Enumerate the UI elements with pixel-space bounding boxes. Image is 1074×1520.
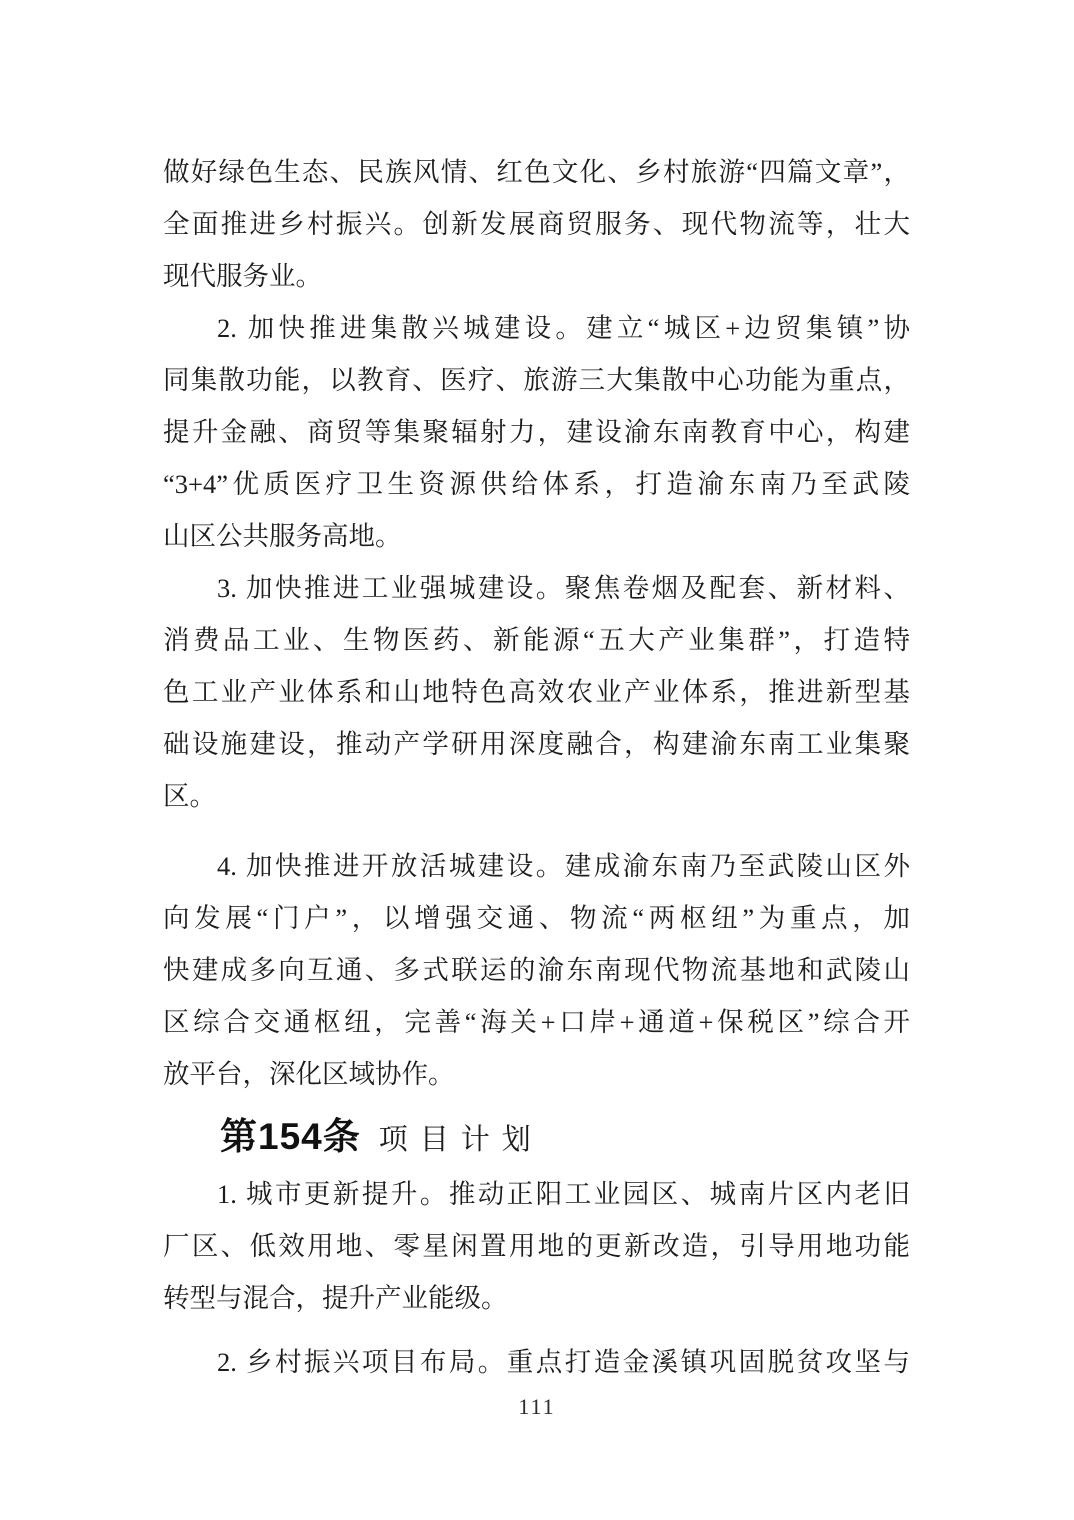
page-footer <box>0 1394 1074 1420</box>
text-line: 厂区、低效用地、零星闲置用地的更新改造，引导用地功能 <box>163 1231 910 1261</box>
clause-number: 第154条 <box>220 1116 361 1157</box>
paragraph <box>163 146 910 302</box>
page-number: 111 <box>518 1394 556 1419</box>
text-line: 全面推进乡村振兴。创新发展商贸服务、现代物流等，壮大 <box>163 209 910 239</box>
paragraph <box>163 562 910 822</box>
paragraph <box>163 1336 910 1388</box>
text-line: 提升金融、商贸等集聚辐射力，建设渝东南教育中心，构建 <box>163 417 910 447</box>
text-line: 做好绿色生态、民族风情、红色文化、乡村旅游“四篇文章”， <box>163 157 910 187</box>
paragraph <box>163 1168 910 1324</box>
clause-title: 项目计划 <box>378 1124 543 1156</box>
text-line: 础设施建设，推动产学研用深度融合，构建渝东南工业集聚 <box>163 729 910 759</box>
text-line: “3+4”优质医疗卫生资源供给体系，打造渝东南乃至武陵 <box>163 469 910 499</box>
text-line: 现代服务业。 <box>163 261 322 291</box>
text-line: 4. 加快推进开放活城建设。建成渝东南乃至武陵山区外 <box>217 851 910 881</box>
text-line: 区综合交通枢纽，完善“海关+口岸+通道+保税区”综合开 <box>163 1007 910 1037</box>
text-line: 同集散功能，以教育、医疗、旅游三大集散中心功能为重点， <box>163 365 910 395</box>
paragraph <box>163 840 910 1100</box>
text-line: 向发展“门户”，以增强交通、物流“两枢纽”为重点，加 <box>163 903 910 933</box>
text-line: 2. 乡村振兴项目布局。重点打造金溪镇巩固脱贫攻坚与 <box>217 1347 910 1377</box>
text-line: 1. 城市更新提升。推动正阳工业园区、城南片区内老旧 <box>217 1179 910 1209</box>
paragraph <box>163 302 910 562</box>
text-line: 3. 加快推进工业强城建设。聚焦卷烟及配套、新材料、 <box>217 573 910 603</box>
text-line: 区。 <box>163 781 216 811</box>
text-line: 转型与混合，提升产业能级。 <box>163 1283 508 1313</box>
text-line: 山区公共服务高地。 <box>163 521 402 551</box>
clause-heading <box>163 1110 910 1162</box>
text-line: 快建成多向互通、多式联运的渝东南现代物流基地和武陵山 <box>163 955 910 985</box>
text-line: 消费品工业、生物医药、新能源“五大产业集群”，打造特 <box>163 625 910 655</box>
text-line: 放平台，深化区域协作。 <box>163 1059 455 1089</box>
text-line: 色工业产业体系和山地特色高效农业产业体系，推进新型基 <box>163 677 910 707</box>
document-content <box>163 146 910 1388</box>
text-line: 2. 加快推进集散兴城建设。建立“城区+边贸集镇”协 <box>217 313 910 343</box>
